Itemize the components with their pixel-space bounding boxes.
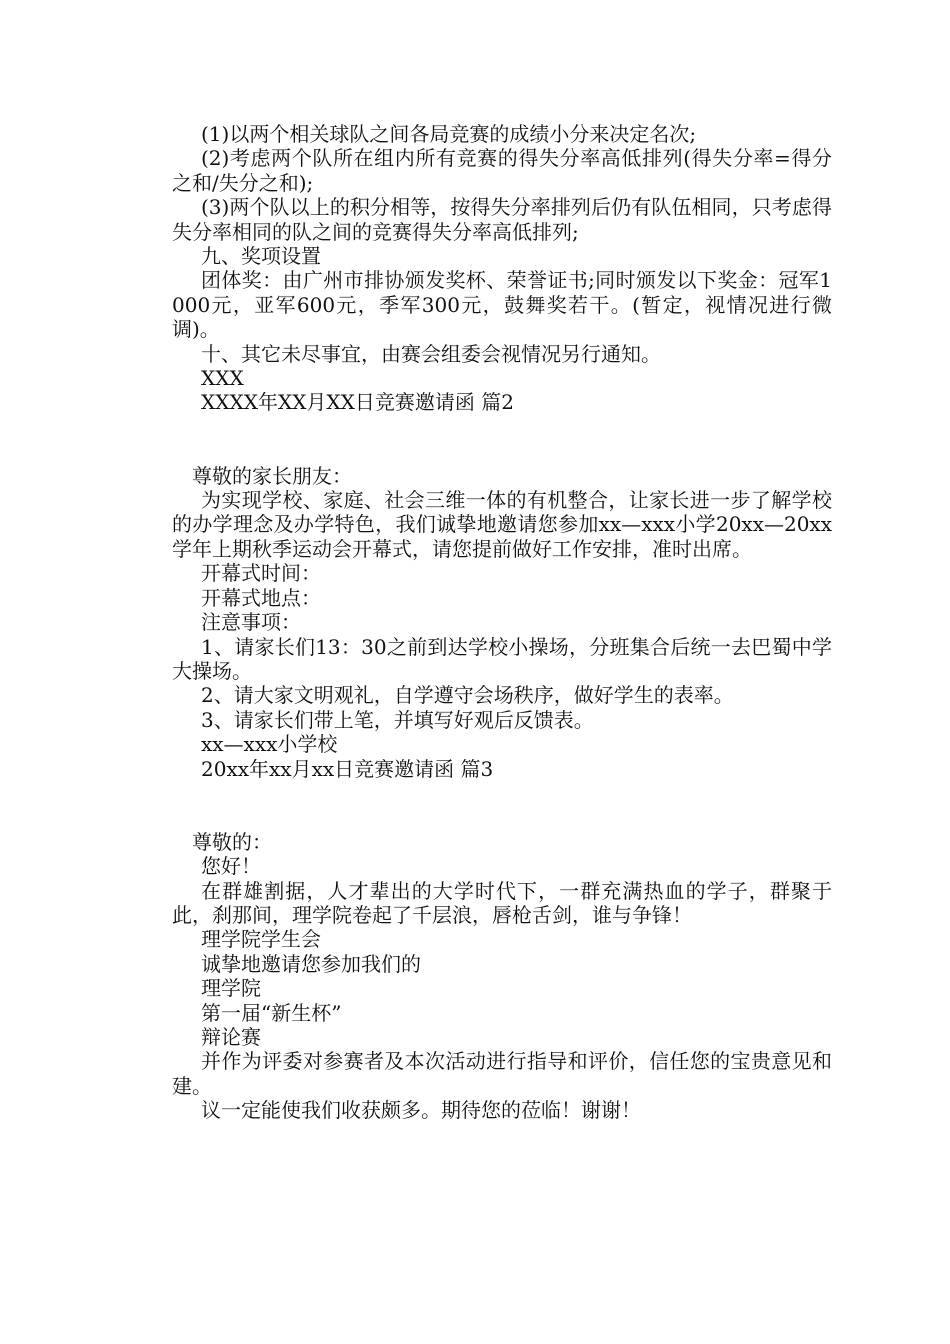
greeting-respected: 尊敬的： xyxy=(192,829,272,854)
invitation-paragraph: 为实现学校、家庭、社会三维一体的有机整合，让家长进一步了解学校的办学理念及办学特色，我们诚挚地邀请您参加xx—xxx小学20xx—20xx学年上期秋季运动会开幕式，请您提前做好工作安排，准时出席。 xyxy=(172,488,832,561)
notes-heading: 注意事项： xyxy=(201,610,301,635)
rule-item-1: (1)以两个相关球队之间各局竞赛的成绩小分来决定名次; xyxy=(201,122,697,146)
signature-org: XXX xyxy=(201,366,244,391)
closing-line: 议一定能使我们收获颇多。期待您的莅临！谢谢！ xyxy=(201,1098,641,1123)
greeting-parents: 尊敬的家长朋友： xyxy=(192,463,352,488)
opening-location-label: 开幕式地点： xyxy=(201,585,321,610)
college-line: 理学院 xyxy=(201,976,261,1001)
note-item-3: 3、请家长们带上笔，并填写好观后反馈表。 xyxy=(201,707,594,732)
opening-time-label: 开幕式时间： xyxy=(201,561,321,586)
invite-line: 诚挚地邀请您参加我们的 xyxy=(201,951,421,976)
intro-paragraph: 在群雄割据，人才辈出的大学时代下，一群充满热血的学子，群聚于此，刹那间，理学院卷起了千层浪，唇枪舌剑，谁与争锋！ xyxy=(172,878,832,927)
section-heading-awards: 九、奖项设置 xyxy=(201,244,321,269)
judge-paragraph: 并作为评委对参赛者及本次活动进行指导和评价，信任您的宝贵意见和建。 xyxy=(172,1049,832,1098)
spacer xyxy=(172,415,832,464)
date-and-next-title: 20xx年xx月xx日竞赛邀请函 篇3 xyxy=(201,756,494,781)
hello-line: 您好！ xyxy=(201,854,261,879)
signature-school: xx—xxx小学校 xyxy=(201,732,338,757)
document-body xyxy=(172,122,832,1123)
note-item-2: 2、请大家文明观礼，自学遵守会场秩序，做好学生的表率。 xyxy=(201,683,734,708)
team-award-paragraph: 团体奖：由广州市排协颁发奖杯、荣誉证书;同时颁发以下奖金：冠军1000元，亚军600元，季军300元，鼓舞奖若干。(暂定，视情况进行微调)。 xyxy=(172,268,832,342)
section-heading-other: 十、其它未尽事宜，由赛会组委会视情况另行通知。 xyxy=(201,341,661,366)
note-item-1: 1、请家长们13：30之前到达学校小操场，分班集合后统一去巴蜀中学大操场。 xyxy=(172,634,832,683)
rule-item-2: (2)考虑两个队所在组内所有竞赛的得失分率高低排列(得失分率=得分之和/失分之和); xyxy=(172,146,832,195)
debate-line: 辩论赛 xyxy=(201,1025,261,1049)
cup-line: 第一届“新生杯” xyxy=(201,1000,342,1025)
rule-item-3: (3)两个队以上的积分相等，按得失分率排列后仍有队伍相同，只考虑得失分率相同的队之间的竞赛得失分率高低排列; xyxy=(172,195,832,244)
spacer xyxy=(172,781,832,830)
organizer-line: 理学院学生会 xyxy=(201,927,321,952)
date-and-next-title: XXXX年XX月XX日竞赛邀请函 篇2 xyxy=(201,390,514,415)
